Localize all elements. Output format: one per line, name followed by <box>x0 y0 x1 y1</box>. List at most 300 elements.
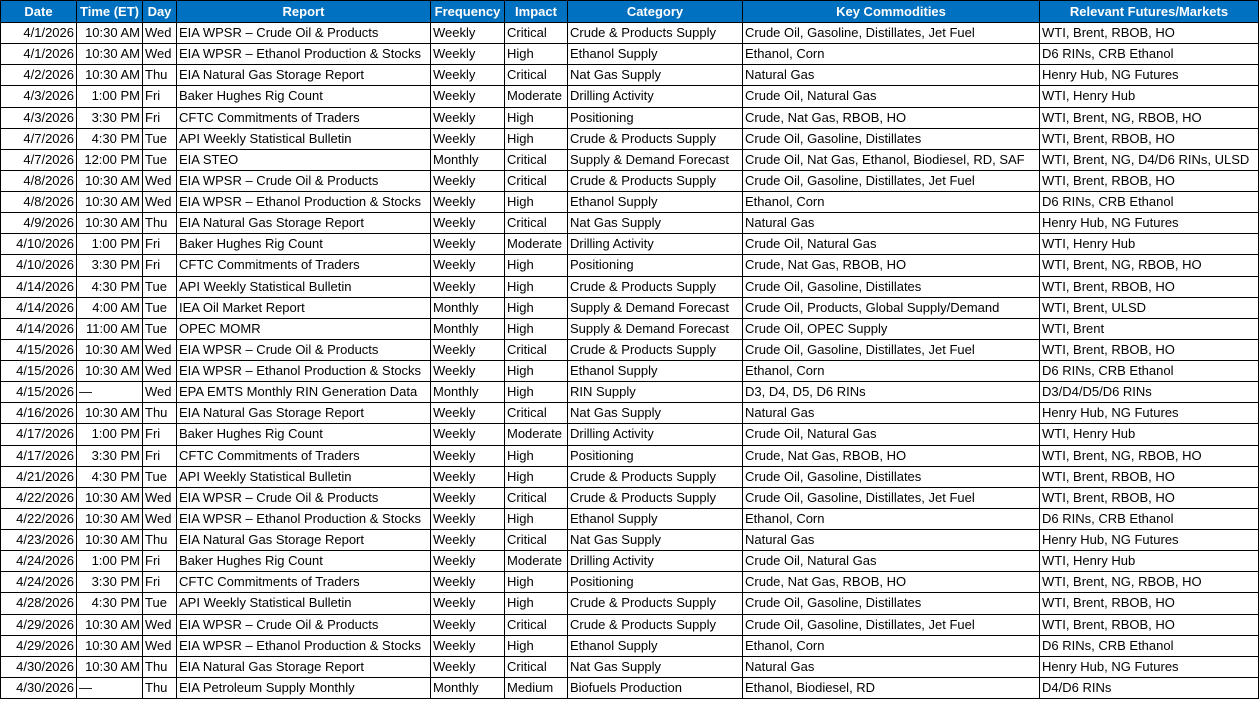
cell-frequency[interactable]: Weekly <box>431 530 505 551</box>
cell-day[interactable]: Thu <box>143 403 177 424</box>
cell-date[interactable]: 4/23/2026 <box>1 530 77 551</box>
cell-impact[interactable]: Critical <box>505 339 568 360</box>
cell-relevant-markets[interactable]: WTI, Brent, RBOB, HO <box>1040 170 1259 191</box>
cell-report[interactable]: EIA Natural Gas Storage Report <box>177 403 431 424</box>
cell-category[interactable]: Positioning <box>568 572 743 593</box>
cell-day[interactable]: Fri <box>143 107 177 128</box>
cell-time[interactable]: 10:30 AM <box>77 403 143 424</box>
cell-report[interactable]: API Weekly Statistical Bulletin <box>177 276 431 297</box>
cell-key-commodities[interactable]: Natural Gas <box>743 403 1040 424</box>
cell-impact[interactable]: High <box>505 107 568 128</box>
cell-category[interactable]: Positioning <box>568 255 743 276</box>
cell-impact[interactable]: Critical <box>505 213 568 234</box>
cell-date[interactable]: 4/9/2026 <box>1 213 77 234</box>
cell-relevant-markets[interactable]: WTI, Brent, RBOB, HO <box>1040 466 1259 487</box>
cell-category[interactable]: Crude & Products Supply <box>568 466 743 487</box>
cell-category[interactable]: Ethanol Supply <box>568 361 743 382</box>
cell-date[interactable]: 4/15/2026 <box>1 382 77 403</box>
cell-frequency[interactable]: Weekly <box>431 255 505 276</box>
cell-key-commodities[interactable]: Crude Oil, Natural Gas <box>743 424 1040 445</box>
cell-impact[interactable]: Critical <box>505 487 568 508</box>
cell-impact[interactable]: High <box>505 276 568 297</box>
cell-time[interactable]: 4:30 PM <box>77 593 143 614</box>
cell-category[interactable]: Ethanol Supply <box>568 44 743 65</box>
cell-report[interactable]: EIA Natural Gas Storage Report <box>177 65 431 86</box>
cell-category[interactable]: Crude & Products Supply <box>568 487 743 508</box>
cell-category[interactable]: Ethanol Supply <box>568 192 743 213</box>
cell-date[interactable]: 4/28/2026 <box>1 593 77 614</box>
cell-time[interactable]: 10:30 AM <box>77 213 143 234</box>
cell-frequency[interactable]: Weekly <box>431 508 505 529</box>
cell-relevant-markets[interactable]: D6 RINs, CRB Ethanol <box>1040 635 1259 656</box>
cell-frequency[interactable]: Weekly <box>431 656 505 677</box>
cell-report[interactable]: EIA Natural Gas Storage Report <box>177 213 431 234</box>
cell-frequency[interactable]: Weekly <box>431 487 505 508</box>
cell-day[interactable]: Thu <box>143 65 177 86</box>
cell-report[interactable]: EIA WPSR – Crude Oil & Products <box>177 23 431 44</box>
cell-date[interactable]: 4/29/2026 <box>1 635 77 656</box>
cell-category[interactable]: Crude & Products Supply <box>568 614 743 635</box>
cell-frequency[interactable]: Weekly <box>431 445 505 466</box>
cell-day[interactable]: Wed <box>143 44 177 65</box>
cell-key-commodities[interactable]: Natural Gas <box>743 213 1040 234</box>
cell-relevant-markets[interactable]: WTI, Brent, NG, RBOB, HO <box>1040 107 1259 128</box>
cell-date[interactable]: 4/22/2026 <box>1 487 77 508</box>
cell-impact[interactable]: High <box>505 572 568 593</box>
cell-frequency[interactable]: Weekly <box>431 276 505 297</box>
cell-impact[interactable]: Critical <box>505 656 568 677</box>
cell-impact[interactable]: Moderate <box>505 234 568 255</box>
cell-category[interactable]: Crude & Products Supply <box>568 276 743 297</box>
cell-relevant-markets[interactable]: WTI, Henry Hub <box>1040 86 1259 107</box>
cell-key-commodities[interactable]: Crude Oil, Products, Global Supply/Demand <box>743 297 1040 318</box>
cell-key-commodities[interactable]: Natural Gas <box>743 530 1040 551</box>
cell-time[interactable]: 10:30 AM <box>77 614 143 635</box>
cell-key-commodities[interactable]: Natural Gas <box>743 656 1040 677</box>
cell-time[interactable]: 1:00 PM <box>77 551 143 572</box>
cell-day[interactable]: Fri <box>143 551 177 572</box>
cell-report[interactable]: EIA WPSR – Ethanol Production & Stocks <box>177 44 431 65</box>
cell-impact[interactable]: Moderate <box>505 424 568 445</box>
cell-category[interactable]: Crude & Products Supply <box>568 593 743 614</box>
cell-relevant-markets[interactable]: Henry Hub, NG Futures <box>1040 656 1259 677</box>
header-row <box>1 1 1259 23</box>
cell-day[interactable]: Tue <box>143 128 177 149</box>
col-header-impact[interactable]: Impact <box>505 1 568 23</box>
cell-time[interactable]: — <box>77 382 143 403</box>
cell-key-commodities[interactable]: Crude Oil, Nat Gas, Ethanol, Biodiesel, RD, SAF <box>743 149 1040 170</box>
cell-report[interactable]: EIA WPSR – Ethanol Production & Stocks <box>177 635 431 656</box>
cell-date[interactable]: 4/14/2026 <box>1 297 77 318</box>
cell-key-commodities[interactable]: Crude, Nat Gas, RBOB, HO <box>743 255 1040 276</box>
cell-category[interactable]: Crude & Products Supply <box>568 170 743 191</box>
cell-day[interactable]: Wed <box>143 361 177 382</box>
col-header-category[interactable]: Category <box>568 1 743 23</box>
cell-date[interactable]: 4/24/2026 <box>1 551 77 572</box>
cell-date[interactable]: 4/30/2026 <box>1 656 77 677</box>
cell-frequency[interactable]: Weekly <box>431 234 505 255</box>
cell-frequency[interactable]: Weekly <box>431 635 505 656</box>
cell-time[interactable]: — <box>77 677 143 698</box>
cell-relevant-markets[interactable]: WTI, Henry Hub <box>1040 551 1259 572</box>
cell-report[interactable]: API Weekly Statistical Bulletin <box>177 593 431 614</box>
cell-report[interactable]: Baker Hughes Rig Count <box>177 234 431 255</box>
cell-relevant-markets[interactable]: WTI, Brent, RBOB, HO <box>1040 23 1259 44</box>
cell-key-commodities[interactable]: Crude Oil, Gasoline, Distillates, Jet Fuel <box>743 23 1040 44</box>
cell-day[interactable]: Thu <box>143 656 177 677</box>
cell-category[interactable]: Biofuels Production <box>568 677 743 698</box>
cell-key-commodities[interactable]: Crude Oil, Gasoline, Distillates, Jet Fuel <box>743 487 1040 508</box>
cell-category[interactable]: Crude & Products Supply <box>568 128 743 149</box>
cell-day[interactable]: Wed <box>143 382 177 403</box>
cell-relevant-markets[interactable]: D3/D4/D5/D6 RINs <box>1040 382 1259 403</box>
cell-frequency[interactable]: Monthly <box>431 149 505 170</box>
cell-impact[interactable]: Moderate <box>505 86 568 107</box>
cell-report[interactable]: EIA Natural Gas Storage Report <box>177 530 431 551</box>
cell-date[interactable]: 4/2/2026 <box>1 65 77 86</box>
cell-category[interactable]: Nat Gas Supply <box>568 213 743 234</box>
cell-day[interactable]: Wed <box>143 170 177 191</box>
cell-key-commodities[interactable]: Crude, Nat Gas, RBOB, HO <box>743 572 1040 593</box>
cell-frequency[interactable]: Weekly <box>431 128 505 149</box>
cell-time[interactable]: 1:00 PM <box>77 424 143 445</box>
cell-impact[interactable]: Critical <box>505 614 568 635</box>
cell-day[interactable]: Wed <box>143 635 177 656</box>
cell-key-commodities[interactable]: Crude Oil, Gasoline, Distillates, Jet Fuel <box>743 339 1040 360</box>
cell-impact[interactable]: High <box>505 44 568 65</box>
cell-report[interactable]: EIA STEO <box>177 149 431 170</box>
cell-report[interactable]: EIA WPSR – Crude Oil & Products <box>177 487 431 508</box>
cell-category[interactable]: Positioning <box>568 445 743 466</box>
cell-key-commodities[interactable]: Crude Oil, Gasoline, Distillates, Jet Fuel <box>743 614 1040 635</box>
cell-relevant-markets[interactable]: WTI, Brent, NG, RBOB, HO <box>1040 255 1259 276</box>
cell-date[interactable]: 4/1/2026 <box>1 44 77 65</box>
cell-frequency[interactable]: Weekly <box>431 551 505 572</box>
cell-date[interactable]: 4/8/2026 <box>1 170 77 191</box>
cell-key-commodities[interactable]: Ethanol, Corn <box>743 361 1040 382</box>
cell-date[interactable]: 4/24/2026 <box>1 572 77 593</box>
cell-frequency[interactable]: Weekly <box>431 339 505 360</box>
cell-category[interactable]: Drilling Activity <box>568 424 743 445</box>
cell-impact[interactable]: High <box>505 192 568 213</box>
cell-relevant-markets[interactable]: D4/D6 RINs <box>1040 677 1259 698</box>
cell-date[interactable]: 4/8/2026 <box>1 192 77 213</box>
cell-relevant-markets[interactable]: Henry Hub, NG Futures <box>1040 213 1259 234</box>
cell-time[interactable]: 10:30 AM <box>77 530 143 551</box>
cell-day[interactable]: Thu <box>143 530 177 551</box>
cell-day[interactable]: Fri <box>143 572 177 593</box>
col-header-key-commodities[interactable]: Key Commodities <box>743 1 1040 23</box>
cell-report[interactable]: API Weekly Statistical Bulletin <box>177 466 431 487</box>
cell-time[interactable]: 10:30 AM <box>77 65 143 86</box>
cell-category[interactable]: Drilling Activity <box>568 86 743 107</box>
cell-relevant-markets[interactable]: D6 RINs, CRB Ethanol <box>1040 361 1259 382</box>
cell-report[interactable]: EIA WPSR – Ethanol Production & Stocks <box>177 192 431 213</box>
cell-report[interactable]: EIA WPSR – Crude Oil & Products <box>177 170 431 191</box>
cell-date[interactable]: 4/14/2026 <box>1 318 77 339</box>
cell-category[interactable]: Drilling Activity <box>568 551 743 572</box>
cell-impact[interactable]: Critical <box>505 65 568 86</box>
cell-key-commodities[interactable]: Crude, Nat Gas, RBOB, HO <box>743 107 1040 128</box>
cell-report[interactable]: EIA WPSR – Crude Oil & Products <box>177 339 431 360</box>
cell-category[interactable]: Crude & Products Supply <box>568 23 743 44</box>
cell-key-commodities[interactable]: Crude Oil, Natural Gas <box>743 234 1040 255</box>
cell-time[interactable]: 1:00 PM <box>77 234 143 255</box>
cell-day[interactable]: Thu <box>143 213 177 234</box>
cell-category[interactable]: Nat Gas Supply <box>568 65 743 86</box>
cell-impact[interactable]: Critical <box>505 530 568 551</box>
cell-time[interactable]: 12:00 PM <box>77 149 143 170</box>
cell-impact[interactable]: High <box>505 382 568 403</box>
cell-impact[interactable]: High <box>505 318 568 339</box>
cell-day[interactable]: Wed <box>143 508 177 529</box>
cell-impact[interactable]: Medium <box>505 677 568 698</box>
cell-time[interactable]: 4:30 PM <box>77 128 143 149</box>
cell-date[interactable]: 4/30/2026 <box>1 677 77 698</box>
cell-report[interactable]: Baker Hughes Rig Count <box>177 551 431 572</box>
cell-frequency[interactable]: Weekly <box>431 614 505 635</box>
cell-date[interactable]: 4/1/2026 <box>1 23 77 44</box>
cell-day[interactable]: Fri <box>143 424 177 445</box>
cell-day[interactable]: Wed <box>143 192 177 213</box>
cell-time[interactable]: 10:30 AM <box>77 487 143 508</box>
cell-time[interactable]: 10:30 AM <box>77 170 143 191</box>
cell-relevant-markets[interactable]: WTI, Brent, NG, RBOB, HO <box>1040 445 1259 466</box>
cell-relevant-markets[interactable]: WTI, Brent, RBOB, HO <box>1040 487 1259 508</box>
cell-impact[interactable]: High <box>505 255 568 276</box>
cell-frequency[interactable]: Weekly <box>431 170 505 191</box>
cell-key-commodities[interactable]: D3, D4, D5, D6 RINs <box>743 382 1040 403</box>
cell-category[interactable]: Supply & Demand Forecast <box>568 297 743 318</box>
cell-frequency[interactable]: Weekly <box>431 424 505 445</box>
cell-key-commodities[interactable]: Crude, Nat Gas, RBOB, HO <box>743 445 1040 466</box>
cell-impact[interactable]: Critical <box>505 170 568 191</box>
cell-category[interactable]: Nat Gas Supply <box>568 530 743 551</box>
cell-day[interactable]: Tue <box>143 593 177 614</box>
cell-category[interactable]: Nat Gas Supply <box>568 656 743 677</box>
cell-report[interactable]: Baker Hughes Rig Count <box>177 424 431 445</box>
cell-impact[interactable]: High <box>505 635 568 656</box>
cell-day[interactable]: Wed <box>143 487 177 508</box>
cell-report[interactable]: Baker Hughes Rig Count <box>177 86 431 107</box>
cell-relevant-markets[interactable]: WTI, Brent, NG, D4/D6 RINs, ULSD <box>1040 149 1259 170</box>
cell-frequency[interactable]: Weekly <box>431 403 505 424</box>
cell-key-commodities[interactable]: Ethanol, Corn <box>743 508 1040 529</box>
cell-day[interactable]: Wed <box>143 23 177 44</box>
cell-frequency[interactable]: Monthly <box>431 382 505 403</box>
cell-report[interactable]: API Weekly Statistical Bulletin <box>177 128 431 149</box>
cell-time[interactable]: 4:30 PM <box>77 466 143 487</box>
cell-key-commodities[interactable]: Crude Oil, Natural Gas <box>743 551 1040 572</box>
cell-relevant-markets[interactable]: WTI, Brent, ULSD <box>1040 297 1259 318</box>
cell-day[interactable]: Wed <box>143 339 177 360</box>
cell-time[interactable]: 10:30 AM <box>77 23 143 44</box>
cell-category[interactable]: RIN Supply <box>568 382 743 403</box>
cell-relevant-markets[interactable]: WTI, Henry Hub <box>1040 234 1259 255</box>
cell-time[interactable]: 3:30 PM <box>77 445 143 466</box>
cell-date[interactable]: 4/15/2026 <box>1 339 77 360</box>
cell-report[interactable]: IEA Oil Market Report <box>177 297 431 318</box>
cell-frequency[interactable]: Weekly <box>431 361 505 382</box>
cell-date[interactable]: 4/14/2026 <box>1 276 77 297</box>
cell-time[interactable]: 10:30 AM <box>77 508 143 529</box>
cell-date[interactable]: 4/29/2026 <box>1 614 77 635</box>
cell-day[interactable]: Tue <box>143 297 177 318</box>
cell-category[interactable]: Supply & Demand Forecast <box>568 149 743 170</box>
cell-time[interactable]: 10:30 AM <box>77 361 143 382</box>
cell-category[interactable]: Ethanol Supply <box>568 635 743 656</box>
cell-impact[interactable]: Critical <box>505 403 568 424</box>
cell-report[interactable]: OPEC MOMR <box>177 318 431 339</box>
cell-relevant-markets[interactable]: WTI, Brent, RBOB, HO <box>1040 593 1259 614</box>
cell-key-commodities[interactable]: Natural Gas <box>743 65 1040 86</box>
cell-report[interactable]: EIA Petroleum Supply Monthly <box>177 677 431 698</box>
cell-impact[interactable]: High <box>505 445 568 466</box>
cell-key-commodities[interactable]: Ethanol, Corn <box>743 192 1040 213</box>
cell-category[interactable]: Positioning <box>568 107 743 128</box>
cell-report[interactable]: CFTC Commitments of Traders <box>177 255 431 276</box>
cell-time[interactable]: 11:00 AM <box>77 318 143 339</box>
cell-day[interactable]: Wed <box>143 614 177 635</box>
cell-relevant-markets[interactable]: WTI, Brent <box>1040 318 1259 339</box>
cell-impact[interactable]: High <box>505 593 568 614</box>
col-header-date[interactable]: Date <box>1 1 77 23</box>
cell-impact[interactable]: High <box>505 466 568 487</box>
cell-report[interactable]: EPA EMTS Monthly RIN Generation Data <box>177 382 431 403</box>
cell-key-commodities[interactable]: Ethanol, Corn <box>743 635 1040 656</box>
cell-frequency[interactable]: Weekly <box>431 466 505 487</box>
cell-report[interactable]: CFTC Commitments of Traders <box>177 445 431 466</box>
cell-day[interactable]: Fri <box>143 234 177 255</box>
cell-time[interactable]: 3:30 PM <box>77 572 143 593</box>
cell-key-commodities[interactable]: Crude Oil, OPEC Supply <box>743 318 1040 339</box>
cell-time[interactable]: 4:30 PM <box>77 276 143 297</box>
cell-relevant-markets[interactable]: WTI, Brent, RBOB, HO <box>1040 128 1259 149</box>
cell-time[interactable]: 3:30 PM <box>77 255 143 276</box>
cell-key-commodities[interactable]: Crude Oil, Gasoline, Distillates <box>743 466 1040 487</box>
cell-relevant-markets[interactable]: WTI, Brent, RBOB, HO <box>1040 276 1259 297</box>
cell-relevant-markets[interactable]: D6 RINs, CRB Ethanol <box>1040 192 1259 213</box>
cell-day[interactable]: Fri <box>143 255 177 276</box>
cell-frequency[interactable]: Weekly <box>431 107 505 128</box>
cell-relevant-markets[interactable]: Henry Hub, NG Futures <box>1040 530 1259 551</box>
cell-relevant-markets[interactable]: D6 RINs, CRB Ethanol <box>1040 44 1259 65</box>
cell-time[interactable]: 10:30 AM <box>77 44 143 65</box>
cell-date[interactable]: 4/15/2026 <box>1 361 77 382</box>
cell-frequency[interactable]: Weekly <box>431 192 505 213</box>
cell-key-commodities[interactable]: Crude Oil, Gasoline, Distillates <box>743 128 1040 149</box>
cell-date[interactable]: 4/10/2026 <box>1 255 77 276</box>
cell-relevant-markets[interactable]: WTI, Brent, RBOB, HO <box>1040 339 1259 360</box>
cell-time[interactable]: 1:00 PM <box>77 86 143 107</box>
cell-frequency[interactable]: Weekly <box>431 65 505 86</box>
cell-key-commodities[interactable]: Crude Oil, Gasoline, Distillates <box>743 276 1040 297</box>
col-header-relevant-markets[interactable]: Relevant Futures/Markets <box>1040 1 1259 23</box>
cell-category[interactable]: Drilling Activity <box>568 234 743 255</box>
cell-frequency[interactable]: Weekly <box>431 44 505 65</box>
cell-date[interactable]: 4/7/2026 <box>1 149 77 170</box>
cell-day[interactable]: Fri <box>143 445 177 466</box>
cell-date[interactable]: 4/3/2026 <box>1 107 77 128</box>
cell-frequency[interactable]: Weekly <box>431 86 505 107</box>
cell-day[interactable]: Tue <box>143 276 177 297</box>
cell-category[interactable]: Crude & Products Supply <box>568 339 743 360</box>
cell-date[interactable]: 4/3/2026 <box>1 86 77 107</box>
cell-report[interactable]: CFTC Commitments of Traders <box>177 572 431 593</box>
cell-date[interactable]: 4/21/2026 <box>1 466 77 487</box>
cell-day[interactable]: Tue <box>143 466 177 487</box>
cell-impact[interactable]: High <box>505 508 568 529</box>
cell-report[interactable]: EIA WPSR – Crude Oil & Products <box>177 614 431 635</box>
cell-category[interactable]: Supply & Demand Forecast <box>568 318 743 339</box>
cell-frequency[interactable]: Monthly <box>431 297 505 318</box>
col-header-day[interactable]: Day <box>143 1 177 23</box>
cell-impact[interactable]: Critical <box>505 149 568 170</box>
cell-frequency[interactable]: Weekly <box>431 213 505 234</box>
cell-time[interactable]: 10:30 AM <box>77 192 143 213</box>
cell-category[interactable]: Nat Gas Supply <box>568 403 743 424</box>
cell-key-commodities[interactable]: Ethanol, Biodiesel, RD <box>743 677 1040 698</box>
cell-relevant-markets[interactable]: Henry Hub, NG Futures <box>1040 403 1259 424</box>
table-row <box>1 635 1259 656</box>
cell-day[interactable]: Fri <box>143 86 177 107</box>
cell-key-commodities[interactable]: Ethanol, Corn <box>743 44 1040 65</box>
cell-relevant-markets[interactable]: Henry Hub, NG Futures <box>1040 65 1259 86</box>
cell-time[interactable]: 10:30 AM <box>77 656 143 677</box>
cell-report[interactable]: CFTC Commitments of Traders <box>177 107 431 128</box>
cell-report[interactable]: EIA Natural Gas Storage Report <box>177 656 431 677</box>
cell-impact[interactable]: Critical <box>505 23 568 44</box>
cell-impact[interactable]: High <box>505 297 568 318</box>
cell-date[interactable]: 4/17/2026 <box>1 445 77 466</box>
cell-frequency[interactable]: Monthly <box>431 677 505 698</box>
cell-relevant-markets[interactable]: WTI, Brent, RBOB, HO <box>1040 614 1259 635</box>
cell-date[interactable]: 4/16/2026 <box>1 403 77 424</box>
cell-category[interactable]: Ethanol Supply <box>568 508 743 529</box>
cell-date[interactable]: 4/7/2026 <box>1 128 77 149</box>
cell-date[interactable]: 4/17/2026 <box>1 424 77 445</box>
cell-time[interactable]: 3:30 PM <box>77 107 143 128</box>
cell-impact[interactable]: Moderate <box>505 551 568 572</box>
cell-report[interactable]: EIA WPSR – Ethanol Production & Stocks <box>177 508 431 529</box>
cell-key-commodities[interactable]: Crude Oil, Natural Gas <box>743 86 1040 107</box>
cell-frequency[interactable]: Weekly <box>431 593 505 614</box>
cell-frequency[interactable]: Weekly <box>431 23 505 44</box>
cell-time[interactable]: 10:30 AM <box>77 635 143 656</box>
col-header-frequency[interactable]: Frequency <box>431 1 505 23</box>
cell-frequency[interactable]: Weekly <box>431 572 505 593</box>
col-header-time[interactable]: Time (ET) <box>77 1 143 23</box>
cell-impact[interactable]: High <box>505 361 568 382</box>
cell-time[interactable]: 4:00 AM <box>77 297 143 318</box>
cell-date[interactable]: 4/10/2026 <box>1 234 77 255</box>
cell-report[interactable]: EIA WPSR – Ethanol Production & Stocks <box>177 361 431 382</box>
cell-relevant-markets[interactable]: D6 RINs, CRB Ethanol <box>1040 508 1259 529</box>
cell-date[interactable]: 4/22/2026 <box>1 508 77 529</box>
cell-impact[interactable]: High <box>505 128 568 149</box>
table-row <box>1 339 1259 360</box>
cell-key-commodities[interactable]: Crude Oil, Gasoline, Distillates, Jet Fuel <box>743 170 1040 191</box>
cell-key-commodities[interactable]: Crude Oil, Gasoline, Distillates <box>743 593 1040 614</box>
cell-frequency[interactable]: Monthly <box>431 318 505 339</box>
cell-day[interactable]: Tue <box>143 149 177 170</box>
cell-day[interactable]: Thu <box>143 677 177 698</box>
cell-time[interactable]: 10:30 AM <box>77 339 143 360</box>
cell-day[interactable]: Tue <box>143 318 177 339</box>
cell-relevant-markets[interactable]: WTI, Henry Hub <box>1040 424 1259 445</box>
col-header-report[interactable]: Report <box>177 1 431 23</box>
cell-relevant-markets[interactable]: WTI, Brent, NG, RBOB, HO <box>1040 572 1259 593</box>
